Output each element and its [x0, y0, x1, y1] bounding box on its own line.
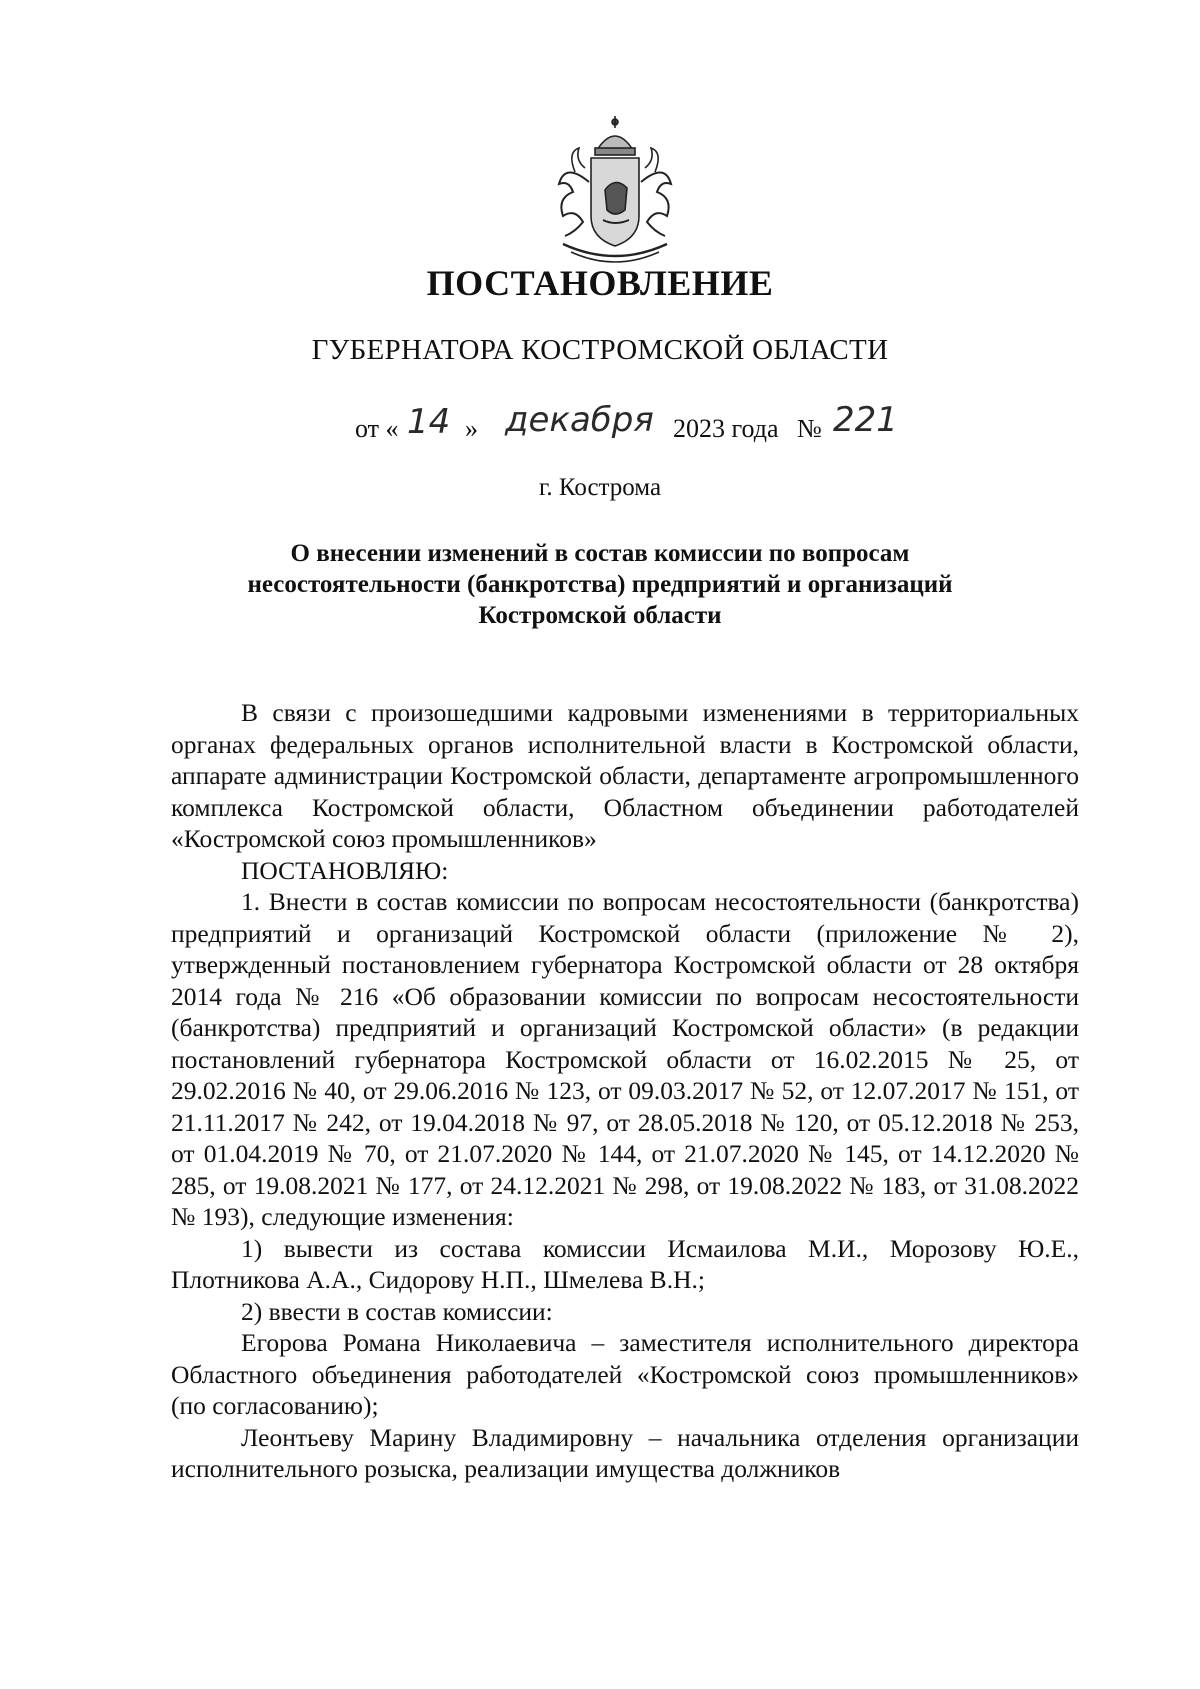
clause-1-2-paragraph: 2) ввести в состав комиссии:	[241, 1296, 553, 1326]
coat-of-arms-icon	[545, 112, 685, 272]
number-label: №	[797, 414, 822, 443]
document-type-heading: ПОСТАНОВЛЕНИЕ	[426, 263, 774, 303]
date-day-handwritten: 14	[407, 402, 451, 442]
resolution-word: ПОСТАНОВЛЯЮ:	[241, 855, 449, 885]
city-line: г. Кострома	[538, 474, 662, 501]
preamble-paragraph: В связи с произошедшими кадровыми изменениями в территориальных органах федеральных органов исполнительной власти в Костромской области, аппарате администрации Костромской области, департаменте агропромышленного комплекса Костромской области, Областном объединении работодателей «Костромской союз промышленников»	[171, 698, 1079, 853]
clause-1-paragraph: 1. Внести в состав комиссии по вопросам несостоятельности (банкротства) предприятий и организаций Костромской области (приложение № 2), утвержденный постановлением губернатора Костромской области от 28 октября 2014 года № 216 «Об образовании комиссии по вопросам несостоятельности (банкротства) предприятий и организаций Костромской области» (в редакции постановлений губернатора Костромской области от 16.02.2015 № 25, от 29.02.2016 № 40, от 29.06.2016 № 123, от 09.03.2017 № 52, от 12.07.2017 № 151, от 21.11.2017 № 242, от 19.04.2018 № 97, от 28.05.2018 № 120, от 05.12.2018 № 253, от 01.04.2019 № 70, от 21.07.2020 № 144, от 21.07.2020 № 145, от 14.12.2020 № 285, от 19.08.2021 № 177, от 24.12.2021 № 298, от 19.08.2022 № 183, от 31.08.2022 № 193), следующие изменения:	[171, 887, 1079, 1231]
member-egorov-paragraph: Егорова Романа Николаевича – заместителя исполнительного директора Областного объединения работодателей «Костромской союз промышленников» (по согласованию);	[171, 1328, 1079, 1420]
date-year: 2023 года	[673, 414, 779, 443]
title-line: О внесении изменений в состав комиссии по вопросам	[290, 540, 910, 567]
date-quote-close: »	[465, 414, 478, 443]
clause-1-1-paragraph: 1) вывести из состава комиссии Исмаилова М.И., Морозову Ю.Е., Плотникова А.А., Сидорову Н.П., Шмелева В.Н.;	[171, 1233, 1079, 1294]
date-prefix: от «	[355, 414, 399, 443]
member-leontieva-paragraph: Леонтьеву Марину Владимировну – начальника отделения организации исполнительного розыска, реализации имущества должников	[171, 1422, 1079, 1483]
date-month-handwritten: декабря	[505, 400, 654, 440]
date-line	[355, 400, 995, 460]
title-line: несостоятельности (банкротства) предприятий и организаций	[247, 571, 953, 598]
document-title	[150, 538, 1050, 631]
document-body	[171, 697, 1079, 1485]
document-number-handwritten: 221	[833, 400, 898, 440]
issuer-heading: ГУБЕРНАТОРА КОСТРОМСКОЙ ОБЛАСТИ	[311, 334, 889, 366]
title-line: Костромской области	[478, 602, 722, 629]
